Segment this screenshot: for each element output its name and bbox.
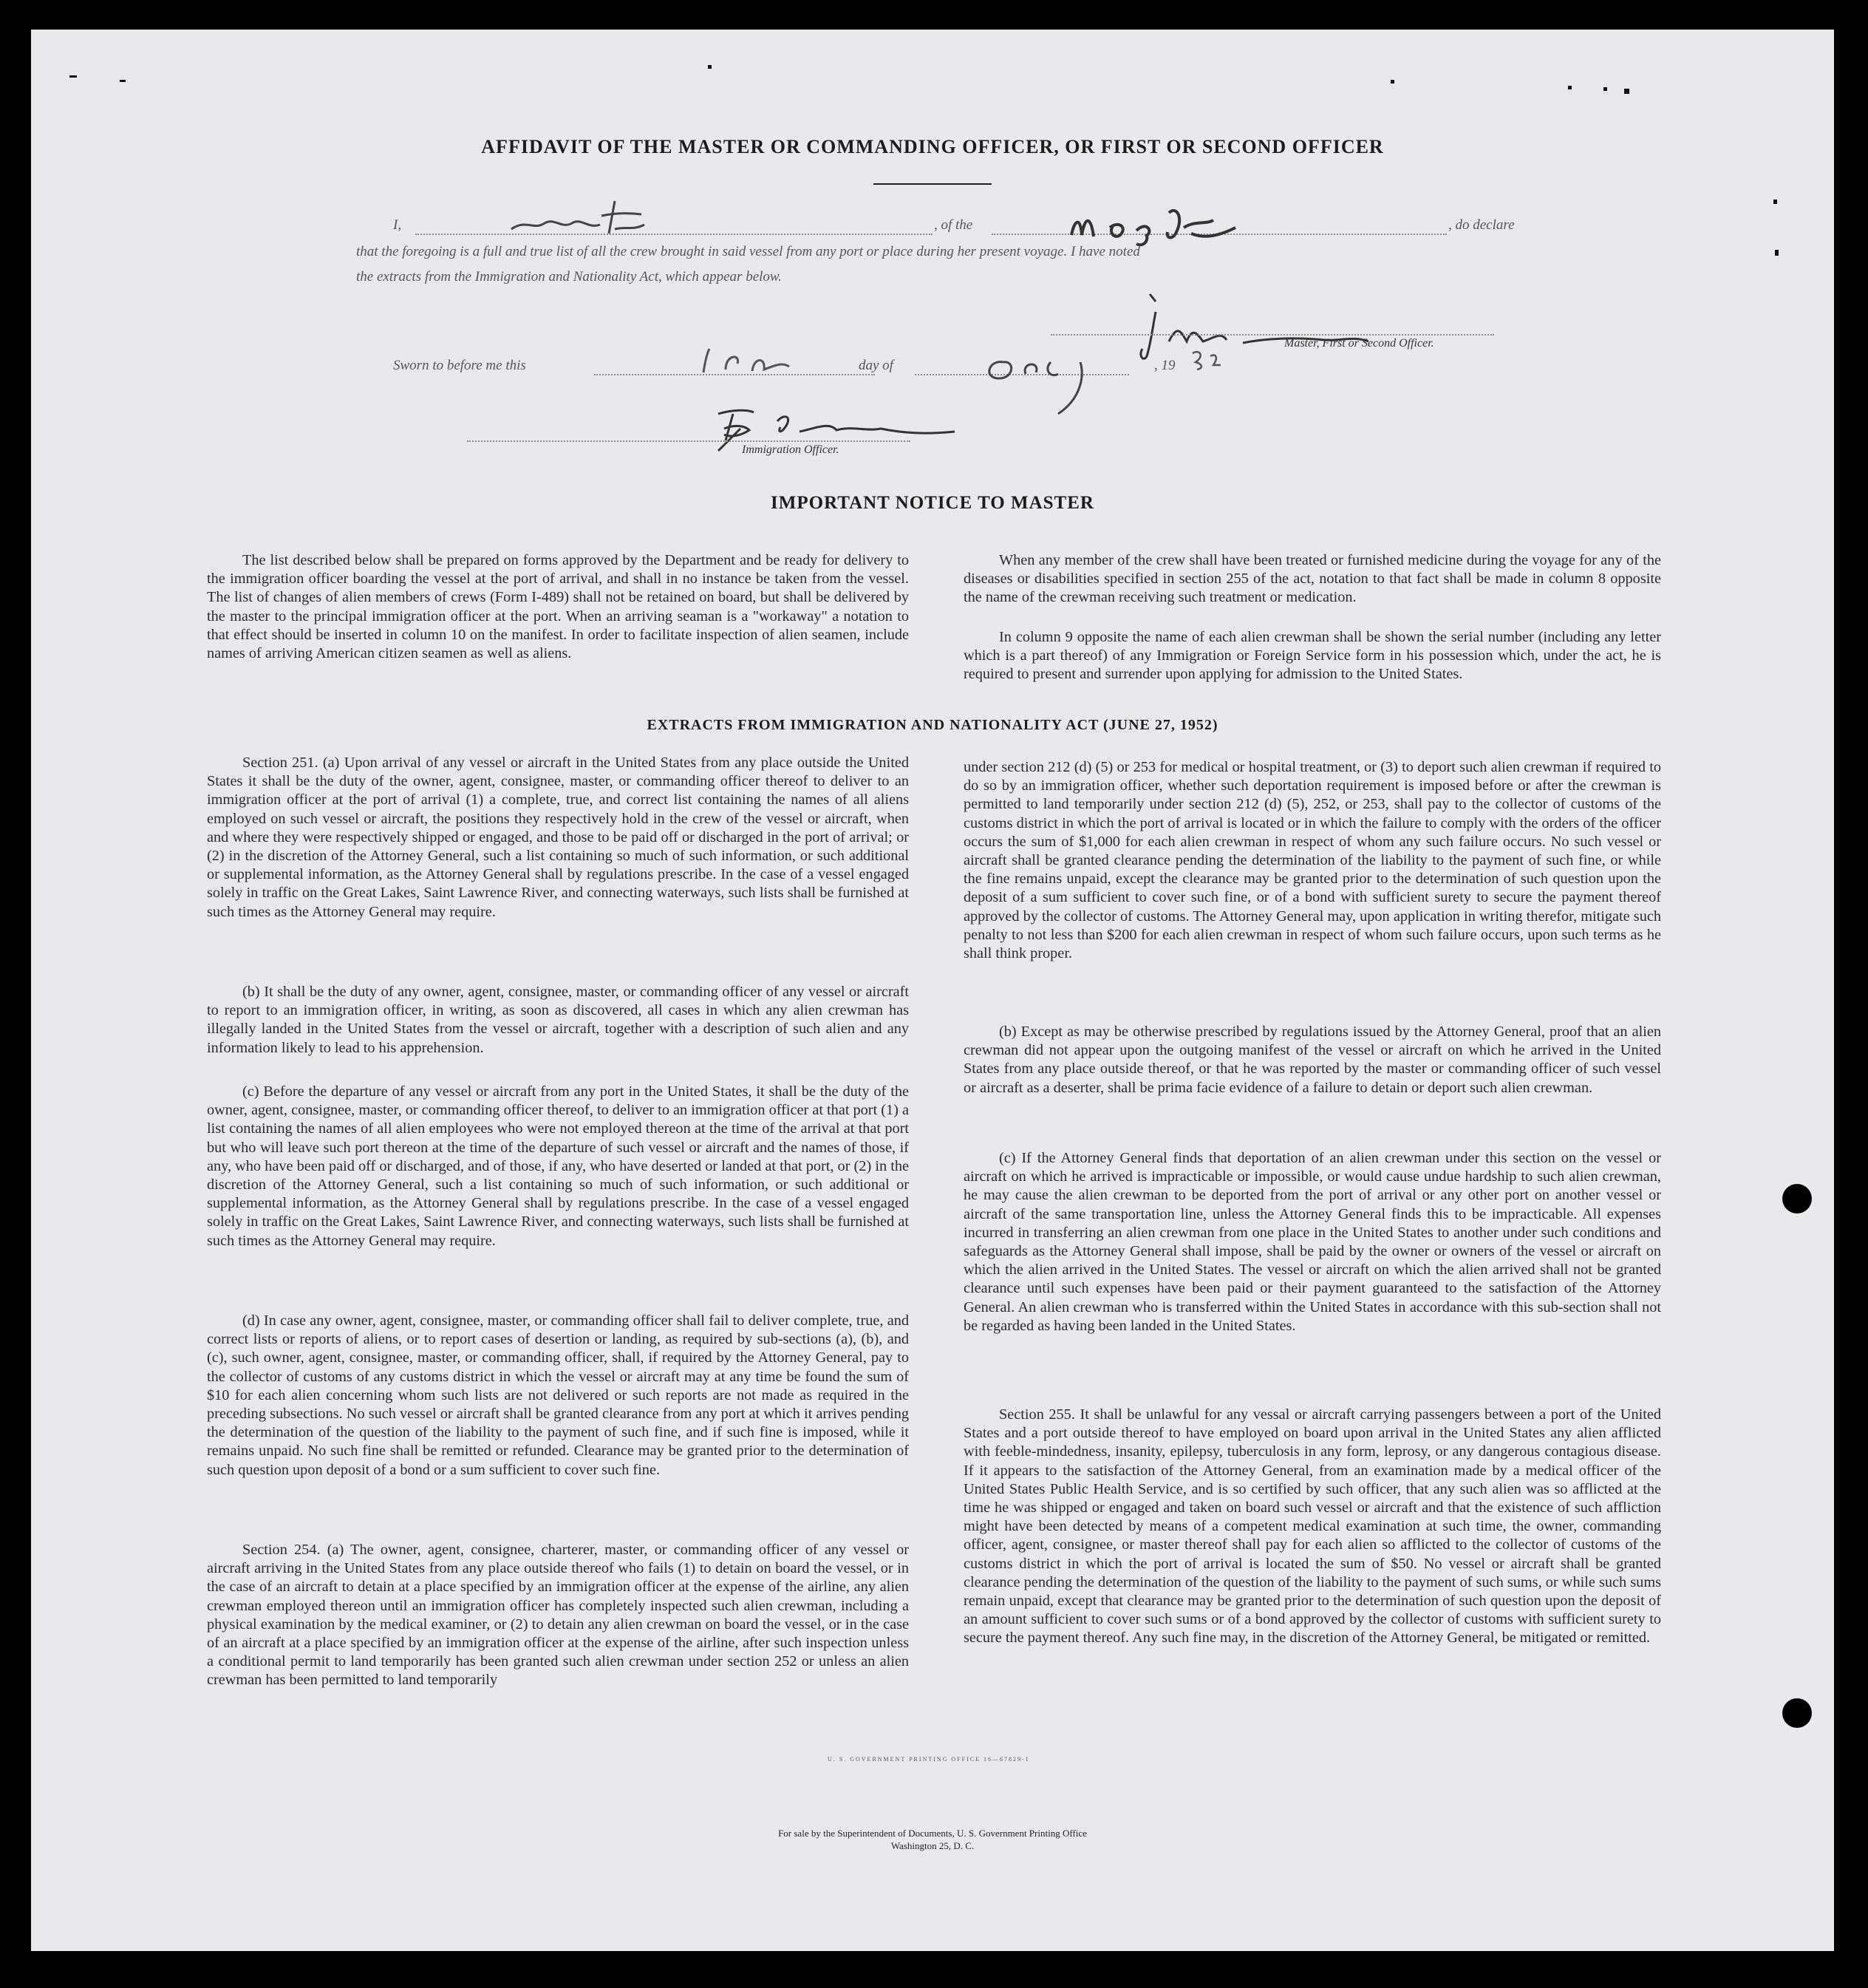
handwritten-year-digits (1188, 346, 1225, 372)
notice-right-paragraph-2: In column 9 opposite the name of each alien crewman shall be shown the serial number (including any letter which is a part thereof) of any Immigration or Foreign Service form in his possession which, under the act, he is required to present and surrender upon applying for admission to the United States. (964, 629, 1661, 683)
notice-title: IMPORTANT NOTICE TO MASTER (771, 493, 1094, 513)
section-251-d: (d) In case any owner, agent, consignee, master, or commanding officer shall fail to deliver complete, true, and correct lists or reports of aliens, or to report cases of desertion or landing, as required by sub-sections (a), (b), and (c), such owner, agent, consignee, master, or commanding officer, shall, if required by the Attorney General, pay to the collector of customs of any customs district in which the vessel or aircraft may at any time be found the sum of $10 for each alien concerning whom such lists are not delivered or such reports are not made as required in the preceding subsections. No such vessel or aircraft shall be granted clearance from any port at which it arrives pending the determination of the question of the liability to the payment of such fine, and if such fine is imposed, while it remains unpaid. No such fine shall be remitted or refunded. Clearance may be granted prior to the determination of such question upon deposit of a bond or a sum sufficient to cover such fine. (207, 1313, 909, 1478)
day-of-label: day of (859, 358, 893, 373)
name-line (415, 234, 933, 235)
document-page (31, 30, 1834, 1951)
section-251-a: Section 251. (a) Upon arrival of any vessel or aircraft in the United States from any place outside the United States it shall be the duty of the owner, agent, consignee, master, or commanding officer thereof to deliver to an immigration officer at the port of arrival (1) a complete, true, and correct list containing the names of all aliens employed on such vessel or aircraft, the positions they respectively hold in the crew of the vessel or aircraft, when and where they were respectively shipped or engaged, and those to be paid off or discharged in the port of arrival; or (2) in the discretion of the Attorney General, such a list containing so much of such information, or such additional or supplemental information, as the Attorney General shall by regulations prescribe. In the case of a vessel engaged solely in traffic on the Great Lakes, Saint Lawrence River, and connecting waterways, such lists shall be furnished at such times as the Attorney General may require. (207, 755, 909, 920)
affidavit-title: AFFIDAVIT OF THE MASTER OR COMMANDING OFFICER, OR FIRST OR SECOND OFFICER (481, 136, 1384, 157)
handwritten-name-signature (504, 191, 667, 242)
title-underline (873, 183, 992, 185)
footer (31, 1827, 1834, 1852)
immigration-officer-signature (689, 399, 999, 455)
scan-speck (1773, 200, 1777, 204)
notice-right-paragraph-1: When any member of the crew shall have been treated or furnished medicine during the voyage for any of the diseases or disabilities specified in section 255 of the act, notation to that fact shall be made in column 8 opposite the name of the crewman receiving such treatment or medication. (964, 552, 1661, 606)
section-254-c: (c) If the Attorney General finds that deportation of an alien crewman under this section on the vessel or aircraft on which he arrived is impracticable or impossible, or would cause undue hardship to such alien crewman, he may cause the alien crewman to be deported from the port of arrival or any other port on another vessel or aircraft of the same transportation line, unless the Attorney General finds this to be impracticable. All expenses incurred in transferring an alien crewman from one place in the United States to another under such conditions and safeguards as the Attorney General shall impose, shall be paid by the owner or owners of the vessel or aircraft on which the alien arrived in the United States. The vessel or aircraft on which the alien arrived shall not be granted clearance until such expenses have been paid or their payment guaranteed to the satisfaction of the Attorney General. An alien crewman who is transferred within the United States in accordance with this sub-section shall not be regarded as having been landed in the United States. (964, 1150, 1661, 1334)
scan-speck (708, 65, 712, 69)
scan-speck (120, 80, 126, 82)
scan-speck (1568, 86, 1572, 89)
year-prefix: , 19 (1154, 358, 1176, 373)
master-signature (1117, 282, 1413, 364)
footer-line-1: For sale by the Superintendent of Documents, U. S. Government Printing Office (778, 1828, 1087, 1839)
affidavit-do-declare: , do declare (1448, 217, 1515, 233)
notice-left-paragraph: The list described below shall be prepared on forms approved by the Department and be ready for delivery to the immigration officer boarding the vessel at the port of arrival, and shall in no instance be taken from the vessel. The list of changes of alien members of crews (Form I-489) shall not be retained on board, but shall be delivered by the master to the principal immigration officer at the port. When an arriving seaman is a "workaway" a notation to that effect should be inserted in column 10 on the manifest. In order to facilitate inspection of alien seamen, include names of arriving American citizen seamen as well as aliens. (207, 552, 909, 662)
scan-speck (1603, 87, 1607, 91)
section-254-a-continued: under section 212 (d) (5) or 253 for medical or hospital treatment, or (3) to deport such alien crewman if required to do so by an immigration officer, whether such deportation requirement is imposed before or after the crewman is permitted to land temporarily under section 212 (d) (5), 252, or 253, shall pay to the collector of customs of the customs district in which the port of arrival is located or in which the failure to comply with the orders of the officer occurs the sum of $1,000 for each alien crewman in respect of whom any such failure occurs. No such vessel or aircraft shall be granted clearance pending the determination of the liability to the payment of such fine, or while the fine remains unpaid, except the clearance may be granted prior to the determination of such question upon the deposit of a sum sufficient to cover such fine, or of a bond with sufficient surety to secure the payment thereof approved by the collector of customs. The Attorney General may, upon application in writing therefor, mitigate such penalty to not less than $200 for each alien crewman in respect of whom such failure occurs, upon such terms as he shall think proper. (964, 759, 1661, 962)
handwritten-vessel-name (1066, 198, 1265, 250)
scan-speck (1391, 80, 1394, 84)
footer-line-2: Washington 25, D. C. (890, 1840, 975, 1851)
scan-speck (1775, 250, 1779, 256)
extracts-title: EXTRACTS FROM IMMIGRATION AND NATIONALITY ACT (JUNE 27, 1952) (647, 717, 1218, 733)
gpo-imprint: U. S. GOVERNMENT PRINTING OFFICE 16—67829-1 (828, 1756, 1030, 1763)
officer-caption: Immigration Officer. (742, 443, 839, 456)
master-caption: Master, First or Second Officer. (1284, 337, 1434, 350)
master-signature-line (1051, 334, 1494, 336)
section-251-b: (b) It shall be the duty of any owner, agent, consignee, master, or commanding officer of any vessel or aircraft to report to an immigration officer, in writing, as soon as discovered, all cases in which any alien crewman has illegally landed in the United States from the vessel or aircraft, together with a description of such alien and any information likely to lead to his apprehension. (207, 984, 909, 1056)
punch-hole (1782, 1698, 1812, 1728)
punch-hole (1782, 1184, 1812, 1213)
scan-speck (1624, 89, 1629, 94)
section-251-c: (c) Before the departure of any vessel or aircraft from any port in the United States, it shall be the duty of the owner, agent, consignee, master, or commanding officer thereof, to deliver to an immigration officer at that port (1) a list containing the names of all alien employees who were not employed thereon at the time of the arrival at that port but who will leave such port thereon at the time of the departure of such vessel or aircraft and the names of those, if any, who have been paid off or discharged, and of those, if any, who have deserted or landed at that port, or (2) in the discretion of the Attorney General, such a list containing so much of such information, or such additional or supplemental information, as the Attorney General shall by regulations prescribe. In the case of a vessel engaged solely in traffic on the Great Lakes, Saint Lawrence River, and connecting waterways, such lists shall be furnished at such times as the Attorney General may require. (207, 1083, 909, 1249)
scan-speck (69, 75, 77, 78)
affidavit-pre-name: I, (393, 217, 402, 233)
section-254-b: (b) Except as may be otherwise prescribed by regulations issued by the Attorney General, proof that an alien crewman did not appear upon the outgoing manifest of the vessel or aircraft on which he arrived in the United States from any place outside thereof, or that he was reported by the master or commanding officer of such vessel or aircraft as a deserter, shall be prima facie evidence of a failure to detain or deport such alien crewman. (964, 1024, 1661, 1096)
officer-signature-line (467, 440, 910, 442)
affidavit-text-line-3: the extracts from the Immigration and Nationality Act, which appear below. (356, 269, 782, 285)
section-254-a: Section 254. (a) The owner, agent, consignee, charterer, master, or commanding officer of any vessel or aircraft arriving in the United States from any place outside thereof who fails (1) to detain on board the vessel, or in the case of an aircraft to detain at a place specified by an immigration officer at the expense of the airline, any alien crewman employed thereon until an immigration officer has completely inspected such alien crewman, including a physical examination by the medical examiner, or (2) to detain any alien crewman on board the vessel, or in the case of an aircraft at a place specified by an immigration officer at the expense of the airline, after such inspection unless a conditional permit to land temporarily has been granted such alien crewman under section 252 or unless an alien crewman has been permitted to land temporarily (207, 1542, 909, 1689)
affidavit-of-the: , of the (934, 217, 973, 233)
sworn-label: Sworn to before me this (393, 358, 526, 373)
affidavit-text-line-2: that the foregoing is a full and true list of all the crew brought in said vessel from any port or place during her present voyage. I have noted (356, 244, 1140, 259)
handwritten-day (696, 340, 800, 380)
section-255: Section 255. It shall be unlawful for any vessal or aircraft carrying passengers between a port of the United States and a port outside thereof to have employed on board upon arrival in the United States any alien afflicted with feeble-mindedness, insanity, epilepsy, tuberculosis in any form, leprosy, or any dangerous contagious disease. If it appears to the satisfaction of the Attorney General, from an examination made by a medical officer of the United States Public Health Service, and is so certified by such officer, that any such alien was so afflicted at the time he was shipped or engaged and taken on board such vessel or aircraft and that the existence of such affliction might have been detected by means of a competent medical examination at such time, the owner, commanding officer, agent, consignee, or master thereof shall pay for each alien so afflicted to the collector of customs of the customs district in which the port of arrival is located the sum of $50. No vessel or aircraft shall be granted clearance pending the determination of the question of the liability to the payment of such sums, or while such sums remain unpaid, except that clearance may be granted prior to the determination of such question upon the deposit of an amount sufficient to cover such sums or of a bond approved by the collector of customs with sufficient surety to secure the payment thereof. Any such fine may, in the discretion of the Attorney General, be mitigated or remitted. (964, 1406, 1661, 1647)
